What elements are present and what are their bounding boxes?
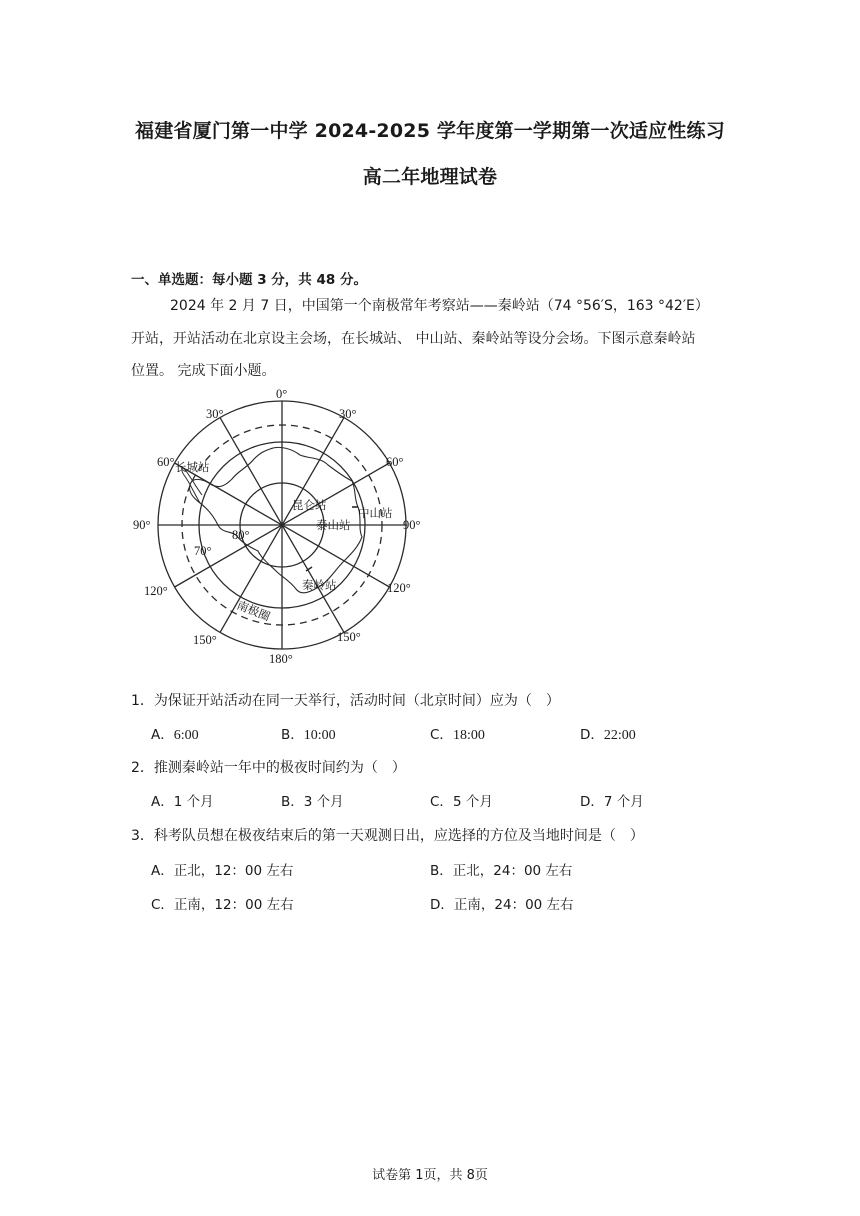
label-changcheng-station: 长城站 <box>175 460 210 474</box>
question-1-number: 1． <box>131 693 154 709</box>
q3-option-d[interactable] <box>430 893 574 913</box>
q1-option-d[interactable] <box>580 723 636 744</box>
lon-label-90w: 90° <box>133 518 151 532</box>
lat-label-70: 70° <box>194 544 212 558</box>
question-2-stem: 推测秦岭站一年中的极夜时间约为（ ） <box>153 760 406 776</box>
lat-label-80: 80° <box>232 528 250 542</box>
passage-line-2: 开站，开站活动在北京设主会场，在长城站、 中山站、秦岭站等设分会场。下图示意秦岭站 <box>131 331 696 347</box>
q2-option-b[interactable] <box>281 790 344 810</box>
lon-label-60e: 60° <box>386 455 404 469</box>
q1-option-d-text: 22:00 <box>603 728 636 743</box>
q3-option-a-letter: A． <box>151 863 174 879</box>
q3-option-c-text: 正南，12：00 左右 <box>173 897 294 913</box>
q3-option-c-letter: C． <box>151 897 174 913</box>
q3-option-d-letter: D． <box>430 897 454 913</box>
q2-option-a-text: 1 个月 <box>173 794 214 810</box>
question-1 <box>131 690 560 710</box>
q2-option-c[interactable] <box>430 790 493 810</box>
label-qinling-station: 秦岭站 <box>302 578 337 592</box>
q2-option-a[interactable] <box>151 790 214 810</box>
lon-label-120e: 120° <box>387 581 411 595</box>
q2-option-d-text: 7 个月 <box>603 794 644 810</box>
lon-label-0: 0° <box>276 387 288 401</box>
lon-label-90e: 90° <box>403 518 421 532</box>
q2-option-c-text: 5 个月 <box>452 794 493 810</box>
label-taishan-station: 泰山站 <box>316 518 351 532</box>
question-2-number: 2． <box>131 760 154 776</box>
antarctica-map <box>130 385 440 670</box>
q3-option-a[interactable] <box>151 859 293 879</box>
q1-option-c[interactable] <box>430 723 485 744</box>
q2-option-d[interactable] <box>580 790 644 810</box>
q3-option-a-text: 正北，12：00 左右 <box>173 863 294 879</box>
q1-option-a-text: 6:00 <box>173 728 199 743</box>
question-3-number: 3． <box>131 828 154 844</box>
q1-option-a-letter: A． <box>151 727 174 743</box>
label-kunlun-station: 昆仑站 <box>292 498 327 512</box>
question-3-stem: 科考队员想在极夜结束后的第一天观测日出，应选择的方位及当地时间是（ ） <box>153 828 644 844</box>
question-3 <box>131 825 644 845</box>
lon-label-60w: 60° <box>157 455 175 469</box>
q1-option-b-text: 10:00 <box>303 728 336 743</box>
q1-option-a[interactable] <box>151 723 199 744</box>
q3-option-d-text: 正南，24：00 左右 <box>453 897 574 913</box>
q3-option-b[interactable] <box>430 859 572 879</box>
meridian-lines <box>158 401 406 649</box>
label-antarctic-circle: 南极圈 <box>234 597 273 624</box>
exam-title: 福建省厦门第一中学 2024-2025 学年度第一学期第一次适应性练习 <box>135 120 725 142</box>
q2-option-a-letter: A． <box>151 794 174 810</box>
q3-option-b-letter: B． <box>430 863 453 879</box>
lon-label-30w: 30° <box>206 407 224 421</box>
question-1-stem: 为保证开站活动在同一天举行，活动时间（北京时间）应为（ ） <box>153 693 560 709</box>
q1-option-b-letter: B． <box>281 727 304 743</box>
q2-option-b-letter: B． <box>281 794 304 810</box>
section-heading: 一、单选题：每小题 3 分，共 48 分。 <box>131 272 367 288</box>
question-2 <box>131 757 406 777</box>
label-zhongshan-station: 中山站 <box>358 506 393 520</box>
lon-label-30e: 30° <box>339 407 357 421</box>
q1-option-b[interactable] <box>281 723 336 744</box>
page-footer: 试卷第 1页，共 8页 <box>372 1168 488 1183</box>
lon-label-120w: 120° <box>144 584 168 598</box>
passage-line-1: 2024 年 2 月 7 日，中国第一个南极常年考察站——秦岭站（74 °56′S，163 °42′E） <box>170 298 709 314</box>
lon-label-150w: 150° <box>193 633 217 647</box>
q3-option-b-text: 正北，24：00 左右 <box>452 863 573 879</box>
lon-label-150e: 150° <box>337 630 361 644</box>
q1-option-c-letter: C． <box>430 727 453 743</box>
q1-option-d-letter: D． <box>580 727 604 743</box>
passage-line-3: 位置。 完成下面小题。 <box>131 363 276 379</box>
lon-label-180: 180° <box>269 652 293 666</box>
q2-option-d-letter: D． <box>580 794 604 810</box>
q2-option-b-text: 3 个月 <box>303 794 344 810</box>
q2-option-c-letter: C． <box>430 794 453 810</box>
q3-option-c[interactable] <box>151 893 294 913</box>
q1-option-c-text: 18:00 <box>452 728 485 743</box>
exam-subtitle: 高二年地理试卷 <box>362 166 498 188</box>
